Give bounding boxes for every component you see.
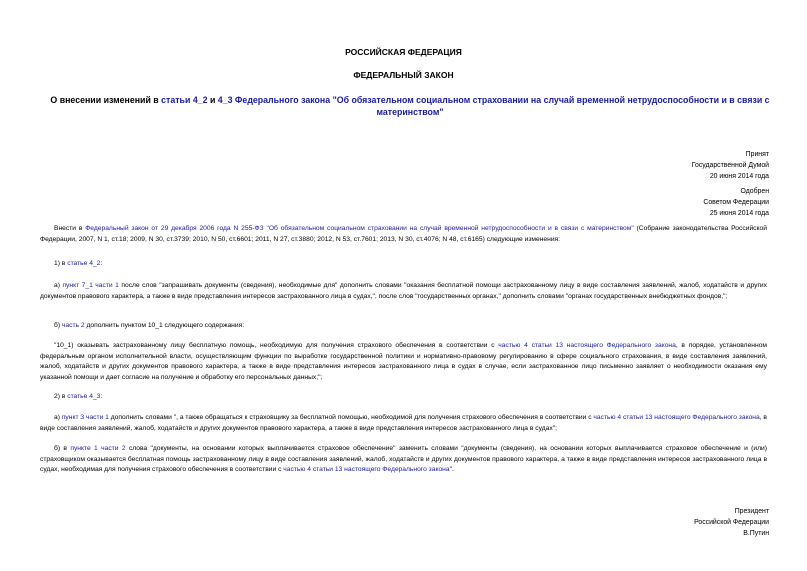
law-title — [40, 94, 780, 118]
item-1-text-2: : — [100, 260, 103, 267]
quote-text-2: , в порядке, установленном федеральным органом исполнительной власти, осуществляющим функции по выработке государственной политики и нормативно-правовому регулированию в сфере социального страхования, в виде составления заявлений, жалоб, ходатайств и других документов правового характера, а также в виде представления интересов застрахованного лица в судах в случае, если застрахованное лицо письменно заявляет о необходимости оказания ему указанной помощи и дает согласие на получение и обработку его персональных данных;"; — [40, 342, 767, 381]
intro-paragraph — [40, 224, 767, 245]
item-2b-text-2: слова "документы, на основании которых выплачивается страховое обеспечение" заменить словами "документы (сведения), на основании которых выплачивается страховое обеспечение и (или) страховщиком оказывается бесплатная помощь застрахованному лицу в виде составления заявлений, жалоб, ходатайств и других документов правового характера, а также в виде представления интересов застрахованного лица в судах, необходимая для получения страхового обеспечения в соответствии с — [40, 445, 767, 474]
signature-line-1: Президент — [734, 508, 769, 515]
signature-line-2: Российской Федерации — [694, 519, 769, 526]
approved-block — [703, 186, 769, 219]
quote-link[interactable]: частью 4 статьи 13 настоящего Федерального закона — [498, 342, 676, 349]
item-1a — [40, 281, 767, 302]
item-1b-quote — [40, 341, 767, 383]
adopted-block — [692, 149, 769, 182]
item-1b-text-1: б) — [54, 322, 62, 329]
item-2b-text-3: ". — [449, 466, 454, 474]
approved-line-2: Советом Федерации — [703, 199, 769, 206]
item-2 — [54, 392, 781, 403]
item-1-text: 1) в — [54, 260, 68, 267]
item-2b-link-1[interactable]: пункте 1 части 2 — [70, 445, 126, 452]
title-text-2: и — [207, 95, 218, 105]
item-2b-text-1: б) в — [54, 445, 71, 452]
item-1 — [54, 259, 781, 270]
intro-link-law-255[interactable]: Федеральный закон от 29 декабря 2006 года N 255-ФЗ "Об обязательном социальном страховании на случай временной нетрудоспособности и в связи с материнством" — [85, 225, 634, 232]
doc-type-heading: ФЕДЕРАЛЬНЫЙ ЗАКОН — [353, 70, 454, 80]
item-1a-text-1: а) — [54, 282, 63, 289]
item-1a-link[interactable]: пункт 7_1 части 1 — [62, 282, 119, 289]
item-2a-link-2[interactable]: частью 4 статьи 13 настоящего Федерального закона — [593, 414, 760, 421]
approved-line-3: 25 июня 2014 года — [709, 210, 769, 217]
item-2b — [40, 444, 767, 476]
title-text-1: О внесении изменений в — [50, 95, 162, 105]
item-2-text: 2) в — [54, 393, 68, 400]
intro-text-1: Внести в — [54, 225, 86, 232]
item-2b-link-2[interactable]: частью 4 статьи 13 настоящего Федерального закона — [283, 466, 450, 474]
approved-line-1: Одобрен — [740, 188, 769, 195]
item-2a-text-2: дополнить словами ", а также обращаться к страховщику за бесплатной помощью, необходимой для получения страхового обеспечения в соответствии с — [108, 414, 594, 421]
item-2-text-2: : — [100, 393, 103, 400]
item-1b — [54, 321, 781, 332]
item-1b-link[interactable]: часть 2 — [61, 322, 85, 329]
item-1-link[interactable]: статье 4_2 — [67, 260, 101, 267]
item-2a — [40, 413, 767, 434]
intro-text-2: (Собрание законодательства Российской Федерации, 2007, N 1, ст.18; 2009, N 30, ст.3739; 2010, N 50, ст.6601; 2011, N 27, ст.3880; 2012, N 53, ст.7601; 2013, N 30, ст.4076; N 48, ст.6165) следующие изменения: — [40, 225, 767, 243]
country-heading: РОССИЙСКАЯ ФЕДЕРАЦИЯ — [345, 47, 462, 57]
adopted-line-2: Государственной Думой — [691, 162, 769, 169]
signature-line-3: В.Путин — [743, 530, 769, 537]
item-2a-link-1[interactable]: пункт 3 части 1 — [61, 414, 109, 421]
item-1a-text-2: после слов "запрашивать документы (сведения), необходимые для" дополнить словами "оказания бесплатной помощи застрахованному лицу в виде составления заявлений, жалоб, ходатайств и других документов правового характера, а также в виде представления интересов застрахованного лица в судах,", после слов "государственных органах," дополнить словами "органах государственных внебюджетных фондов,"; — [40, 282, 767, 300]
title-link-article-4-3[interactable]: 4_3 Федерального закона "Об обязательном социальном страховании на случай временной нетрудоспособности и в связи с материнством" — [217, 95, 770, 117]
quote-text-1: "10_1) оказывать застрахованному лицу бесплатную помощь, необходимую для получения страхового обеспечения в соответствии с — [54, 342, 499, 349]
signature-block — [694, 506, 769, 539]
adopted-line-1: Принят — [745, 151, 769, 158]
title-link-article-4-2[interactable]: статьи 4_2 — [161, 95, 208, 105]
item-2a-text-1: а) — [54, 414, 62, 421]
item-2a-text-3: , в виде составления заявлений, жалоб, ходатайств и других документов правового характера, а также в виде представления интересов застрахованного лица в судах"; — [40, 414, 767, 432]
item-1b-text-2: дополнить пунктом 10_1 следующего содержания: — [84, 322, 245, 329]
item-2-link[interactable]: статье 4_3 — [67, 393, 101, 400]
adopted-line-3: 20 июня 2014 года — [709, 173, 769, 180]
